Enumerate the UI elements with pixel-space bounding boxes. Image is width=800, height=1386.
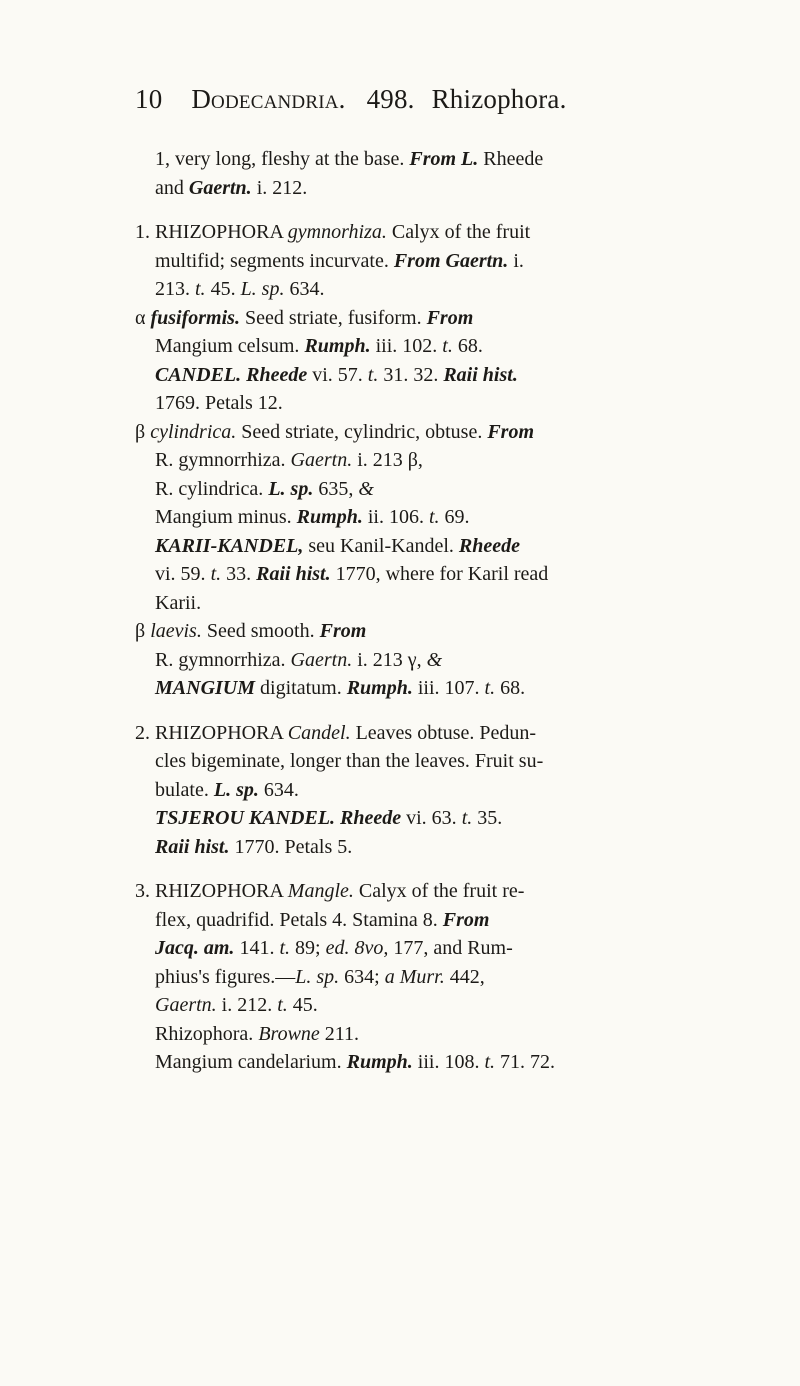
text-run: iii. 107. xyxy=(412,677,485,699)
text-run: phius's figures.— xyxy=(155,965,296,988)
text-run: and xyxy=(155,176,189,199)
text-run: Calyx of the fruit xyxy=(386,221,531,243)
text-line xyxy=(135,475,730,504)
text-run: Candel. xyxy=(287,721,351,744)
text-run: KARII-KANDEL, xyxy=(155,534,304,557)
text-line xyxy=(135,877,730,906)
text-line xyxy=(135,833,730,862)
text-run: From L. xyxy=(409,148,479,170)
text-run: i. 213 β, xyxy=(352,449,423,471)
text-line xyxy=(135,304,730,333)
text-run: 442, xyxy=(444,965,485,988)
text-line xyxy=(135,361,730,390)
text-run: 1769. Petals 12. xyxy=(155,392,283,414)
text-run: 45. xyxy=(205,278,241,300)
text-run: cles bigeminate, longer than the leaves. Fruit su- xyxy=(155,750,544,772)
text-run: Rheede xyxy=(458,534,520,557)
text-run: Raii hist. xyxy=(256,563,331,585)
text-run: digitatum. xyxy=(255,677,347,699)
text-line xyxy=(135,646,730,675)
page-body xyxy=(135,145,730,1077)
text-line xyxy=(135,963,730,992)
text-run: 1. RHIZOPHORA xyxy=(135,221,288,243)
text-run: cylindrica. xyxy=(150,420,237,443)
text-run: vi. 57. xyxy=(307,363,368,386)
text-run: Rheede xyxy=(340,807,402,829)
text-run: 68. xyxy=(452,335,483,357)
text-run: Mangium candelarium. xyxy=(155,1051,347,1073)
text-run: CANDEL. xyxy=(155,363,242,386)
text-run: vi. 59. xyxy=(155,563,211,585)
text-run: i. 212. xyxy=(216,994,278,1016)
text-run: a Murr. xyxy=(384,965,445,988)
text-run: Rumph. xyxy=(346,677,413,699)
text-line xyxy=(135,532,730,561)
text-run: Raii hist. xyxy=(155,835,230,858)
text-run: 177, and Rum- xyxy=(388,937,513,959)
text-run: 89; xyxy=(290,937,326,959)
text-run: β xyxy=(135,620,151,642)
text-line xyxy=(135,747,730,776)
text-run: 71. 72. xyxy=(495,1051,556,1073)
text-run: Gaertn. xyxy=(188,176,252,199)
text-run: t. xyxy=(484,1051,496,1073)
text-run: 1770, where for Karil read xyxy=(330,563,549,585)
text-run: t. xyxy=(442,335,453,357)
text-run: t. xyxy=(195,278,206,300)
text-line xyxy=(135,674,730,703)
text-line xyxy=(135,617,730,646)
text-run: From xyxy=(426,306,474,329)
text-run: β xyxy=(135,420,151,443)
text-run: Leaves obtuse. Pedun- xyxy=(350,721,537,744)
text-run: laevis. xyxy=(150,620,202,642)
text-line xyxy=(135,560,730,589)
text-run: From xyxy=(442,908,490,931)
text-run: 2. RHIZOPHORA xyxy=(135,721,288,744)
text-run: & xyxy=(426,648,443,671)
page-number: 10 xyxy=(135,84,163,114)
text-line xyxy=(135,804,730,833)
text-run: t. xyxy=(461,807,473,829)
text-line xyxy=(135,275,730,304)
text-run: & xyxy=(358,477,374,500)
text-line xyxy=(135,145,730,174)
text-run: iii. 102. xyxy=(370,335,443,357)
text-run: Gaertn. xyxy=(155,994,217,1016)
text-run: Karii. xyxy=(155,591,202,614)
text-run: seu Kanil-Kandel. xyxy=(303,534,459,557)
section-number: 498. xyxy=(366,84,415,114)
text-run: 1, very long, fleshy at the base. xyxy=(155,148,410,170)
text-run: L. sp. xyxy=(213,778,259,801)
text-run: i. xyxy=(508,249,524,272)
text-run: L. sp. xyxy=(268,477,314,500)
text-run: R. gymnorrhiza. xyxy=(155,648,291,671)
text-run: Mangium minus. xyxy=(155,506,297,528)
text-line xyxy=(135,719,730,748)
text-run: From Gaertn. xyxy=(393,249,509,272)
text-run: MANGIUM xyxy=(155,677,256,699)
text-run: iii. 108. xyxy=(412,1051,485,1073)
text-run: Browne xyxy=(258,1022,320,1045)
text-run: From xyxy=(487,420,535,443)
text-run: 35. xyxy=(472,807,503,829)
text-run: Rumph. xyxy=(304,335,371,357)
text-run: 634; xyxy=(339,965,385,988)
text-line xyxy=(135,389,730,418)
class-name: Dodecandria. xyxy=(191,84,346,114)
text-run: Mangle. xyxy=(287,880,354,902)
text-run: Calyx of the fruit re- xyxy=(353,880,525,902)
text-run: Gaertn. xyxy=(290,648,353,671)
text-run: Rhizophora. xyxy=(155,1022,259,1045)
text-line xyxy=(135,332,730,361)
text-run: fusiformis. xyxy=(150,306,240,329)
text-run: flex, quadrifid. Petals 4. Stamina 8. xyxy=(155,908,443,931)
text-run: ed. 8vo, xyxy=(325,937,389,959)
text-line xyxy=(135,418,730,447)
text-run: t. xyxy=(210,563,222,585)
text-run: 1770. Petals 5. xyxy=(229,835,353,858)
text-run: From xyxy=(319,620,367,642)
text-run: 69. xyxy=(439,506,470,528)
text-run: 634. xyxy=(284,278,325,300)
text-line xyxy=(135,247,730,276)
text-line xyxy=(135,503,730,532)
text-run: t. xyxy=(279,937,290,959)
text-run: Mangium celsum. xyxy=(155,335,305,357)
text-run: gymnorhiza. xyxy=(287,221,387,243)
text-run: TSJEROU KANDEL. xyxy=(155,807,336,829)
text-line xyxy=(135,776,730,805)
text-line xyxy=(135,991,730,1020)
text-line xyxy=(135,589,730,618)
text-line xyxy=(135,218,730,247)
text-line xyxy=(135,906,730,935)
text-run: Seed smooth. xyxy=(201,620,320,642)
text-run: i. 213 γ, xyxy=(352,648,427,671)
text-run: t. xyxy=(484,677,496,699)
text-run: Raii hist. xyxy=(443,363,518,386)
text-run: 141. xyxy=(234,937,280,959)
text-line xyxy=(135,446,730,475)
text-run: 68. xyxy=(495,677,526,699)
text-run: L. sp. xyxy=(240,278,285,300)
genus-name: Rhizophora. xyxy=(431,84,567,114)
text-run: ii. 106. xyxy=(362,506,429,528)
text-run: 33. xyxy=(221,563,257,585)
text-run: 635, xyxy=(313,477,359,500)
text-run: multifid; segments incurvate. xyxy=(155,249,394,272)
text-line xyxy=(135,1020,730,1049)
text-run: t. xyxy=(277,994,288,1016)
text-run: Rumph. xyxy=(346,1051,413,1073)
text-run: L. sp. xyxy=(295,965,340,988)
text-line xyxy=(135,1048,730,1077)
text-run: R. cylindrica. xyxy=(155,477,269,500)
text-run: 3. RHIZOPHORA xyxy=(135,880,288,902)
text-run: 634. xyxy=(258,778,299,801)
text-run: i. 212. xyxy=(251,176,308,199)
text-run: t. xyxy=(367,363,379,386)
text-run: Rheede xyxy=(246,363,308,386)
text-line xyxy=(135,174,730,203)
text-run: 211. xyxy=(319,1022,360,1045)
text-run: 213. xyxy=(155,278,195,300)
text-run: Seed striate, cylindric, obtuse. xyxy=(236,420,488,443)
text-run: R. gymnorrhiza. xyxy=(155,449,291,471)
text-run: Jacq. am. xyxy=(155,937,235,959)
text-run: 45. xyxy=(287,994,318,1016)
text-run: Gaertn. xyxy=(290,449,353,471)
running-header xyxy=(135,84,567,115)
text-run: Rheede xyxy=(478,148,544,170)
text-line xyxy=(135,934,730,963)
text-run: 31. 32. xyxy=(378,363,444,386)
text-run: Seed striate, fusiform. xyxy=(239,306,427,329)
text-run: α xyxy=(135,306,151,329)
text-run: bulate. xyxy=(155,778,214,801)
text-run: vi. 63. xyxy=(401,807,462,829)
text-run: t. xyxy=(428,506,440,528)
text-run: Rumph. xyxy=(296,506,363,528)
